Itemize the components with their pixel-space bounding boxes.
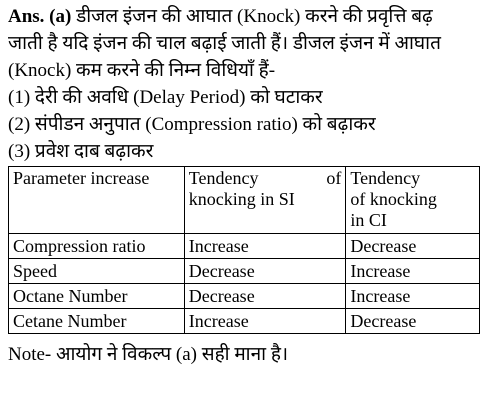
header-parameter	[9, 167, 185, 234]
cell-parameter: Speed	[9, 259, 185, 284]
method-item-3: (3) प्रवेश दाब बढ़ाकर	[8, 141, 154, 162]
header-ci-line-2: of knocking	[350, 189, 437, 209]
cell-parameter: Compression ratio	[9, 234, 185, 259]
header-ci-line-3: in CI	[350, 210, 387, 230]
cell-ci: Decrease	[346, 309, 480, 334]
header-si	[184, 167, 346, 234]
method-item-1: (1) देरी की अवधि (Delay Period) को घटाकर	[8, 87, 323, 108]
table-row	[9, 309, 480, 334]
cell-parameter: Cetane Number	[9, 309, 185, 334]
cell-si: Decrease	[184, 259, 346, 284]
cell-si: Increase	[184, 309, 346, 334]
cell-si: Decrease	[184, 284, 346, 309]
method-item-2: (2) संपीडन अनुपात (Compression ratio) को बढ़ाकर	[8, 114, 376, 135]
table-row	[9, 234, 480, 259]
header-si-line-2: knocking in SI	[188, 189, 295, 209]
table-row	[9, 284, 480, 309]
table-row	[9, 259, 480, 284]
answer-label: Ans. (a)	[8, 6, 72, 27]
header-ci-line-1: Tendency	[350, 168, 421, 188]
cell-ci: Increase	[346, 259, 480, 284]
cell-ci: Decrease	[346, 234, 480, 259]
answer-line-1-text: डीजल इंजन की आघात (Knock) करने की प्रवृत्ति बढ़	[76, 6, 433, 27]
table-header-row	[9, 167, 480, 234]
answer-line-1	[8, 3, 480, 30]
cell-ci: Increase	[346, 284, 480, 309]
header-ci	[346, 167, 480, 234]
cell-si: Increase	[184, 234, 346, 259]
answer-line-2: जाती है यदि इंजन की चाल बढ़ाई जाती हैं। डीजल इंजन में आघात	[8, 33, 441, 54]
header-si-line-1-left: Tendency	[188, 168, 259, 188]
cell-parameter: Octane Number	[9, 284, 185, 309]
answer-line-3: (Knock) कम करने की निम्न विधियाँ हैं-	[8, 60, 276, 81]
header-si-line-1	[189, 168, 342, 189]
header-parameter-text: Parameter increase	[13, 168, 150, 188]
knocking-tendency-table	[8, 166, 480, 334]
answer-block	[8, 0, 480, 165]
note-text: Note- आयोग ने विकल्प (a) सही माना है।	[8, 344, 289, 365]
header-si-line-1-right: of	[326, 168, 342, 188]
